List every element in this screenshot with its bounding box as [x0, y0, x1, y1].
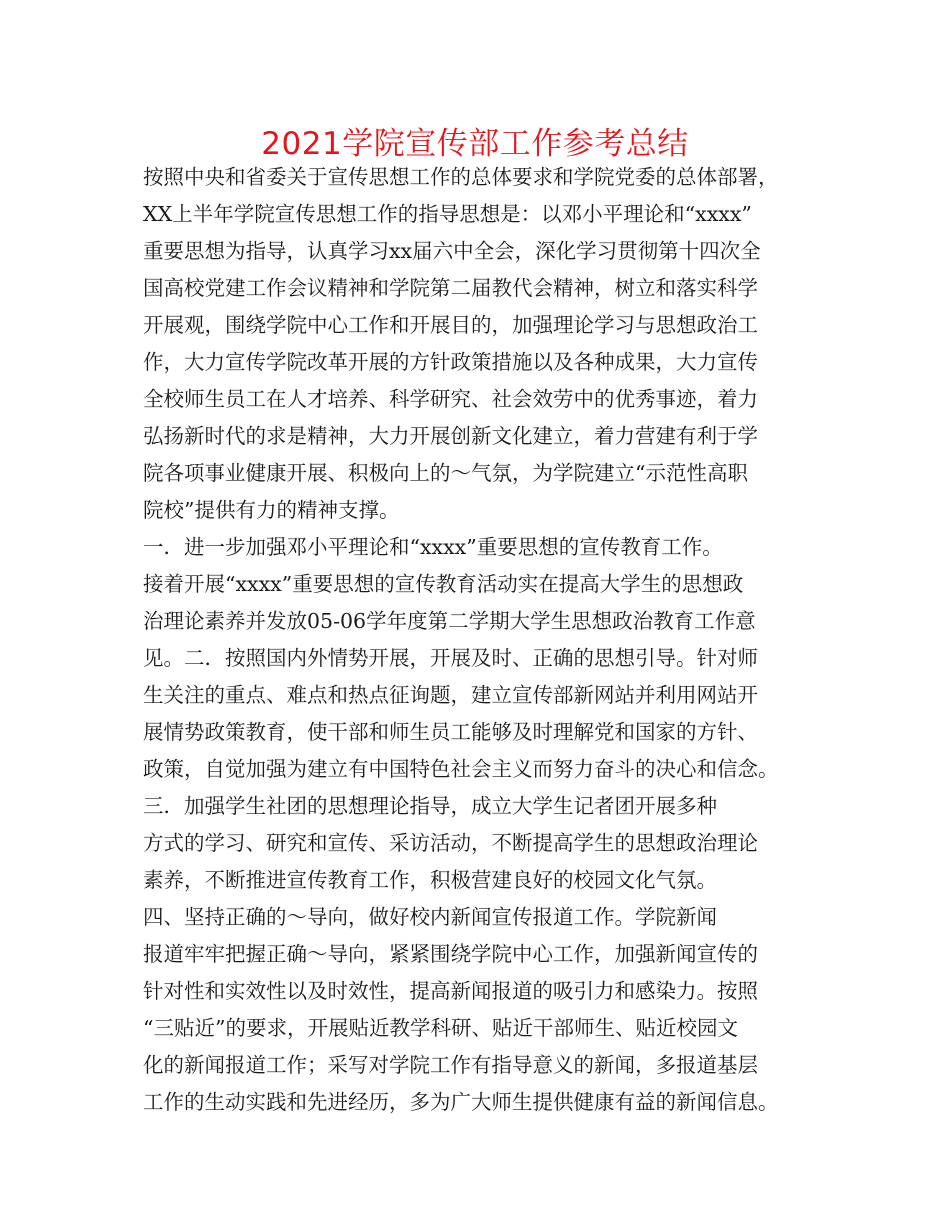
paragraph-line: “三贴近”的要求，开展贴近教学科研、贴近干部师生、贴近校园文 [143, 1016, 738, 1040]
paragraph-line: 工作的生动实践和先进经历，多为广大师生提供健康有益的新闻信息。 [143, 1090, 779, 1114]
paragraph-line: 化的新闻报道工作；采写对学院工作有指导意义的新闻，多报道基层 [143, 1053, 758, 1077]
document-title: 2021学院宣传部工作参考总结 [261, 126, 689, 162]
paragraph-line: 按照中央和省委关于宣传思想工作的总体要求和学院党委的总体部署， [143, 165, 779, 189]
paragraph-line: 作，大力宣传学院改革开展的方针政策措施以及各种成果，大力宣传 [143, 350, 758, 374]
paragraph-line: 素养，不断推进宣传教育工作，积极营建良好的校园文化气氛。 [143, 868, 717, 892]
paragraph-line: 三．加强学生社团的思想理论指导，成立大学生记者团开展多种 [143, 794, 717, 818]
paragraph-line: 重要思想为指导，认真学习xx届六中全会，深化学习贯彻第十四次全 [143, 239, 761, 263]
paragraph-line: XX上半年学院宣传思想工作的指导思想是：以邓小平理论和“xxxx” [143, 202, 752, 226]
paragraph-line: 见。二．按照国内外情势开展，开展及时、正确的思想引导。针对师 [143, 646, 758, 670]
paragraph-line: 弘扬新时代的求是精神，大力开展创新文化建立，着力营建有利于学 [143, 424, 758, 448]
paragraph-line: 方式的学习、研究和宣传、采访活动，不断提高学生的思想政治理论 [143, 831, 758, 855]
paragraph-line: 全校师生员工在人才培养、科学研究、社会效劳中的优秀事迹，着力 [143, 387, 758, 411]
paragraph-line: 治理论素养并发放05-06学年度第二学期大学生思想政治教育工作意 [143, 609, 756, 633]
paragraph-line: 生关注的重点、难点和热点征询题，建立宣传部新网站并利用网站开 [143, 683, 758, 707]
paragraph-line: 政策，自觉加强为建立有中国特色社会主义而努力奋斗的决心和信念。 [143, 757, 779, 781]
paragraph-line: 针对性和实效性以及时效性，提高新闻报道的吸引力和感染力。按照 [143, 979, 758, 1003]
paragraph-line: 报道牢牢把握正确～导向，紧紧围绕学院中心工作，加强新闻宣传的 [143, 942, 758, 966]
paragraph-line: 院校”提供有力的精神支撑。 [143, 498, 400, 522]
paragraph-line: 院各项事业健康开展、积极向上的～气氛，为学院建立“示范性高职 [143, 461, 748, 485]
paragraph-line: 一．进一步加强邓小平理论和“xxxx”重要思想的宣传教育工作。 [143, 535, 723, 559]
paragraph-line: 接着开展“xxxx”重要思想的宣传教育活动实在提高大学生的思想政 [143, 572, 744, 596]
paragraph-line: 开展观，围绕学院中心工作和开展目的，加强理论学习与思想政治工 [143, 313, 758, 337]
paragraph-line: 四、坚持正确的～导向，做好校内新闻宣传报道工作。学院新闻 [143, 905, 717, 929]
paragraph-line: 国高校党建工作会议精神和学院第二届教代会精神，树立和落实科学 [143, 276, 758, 300]
paragraph-line: 展情势政策教育，使干部和师生员工能够及时理解党和国家的方针、 [143, 720, 758, 744]
